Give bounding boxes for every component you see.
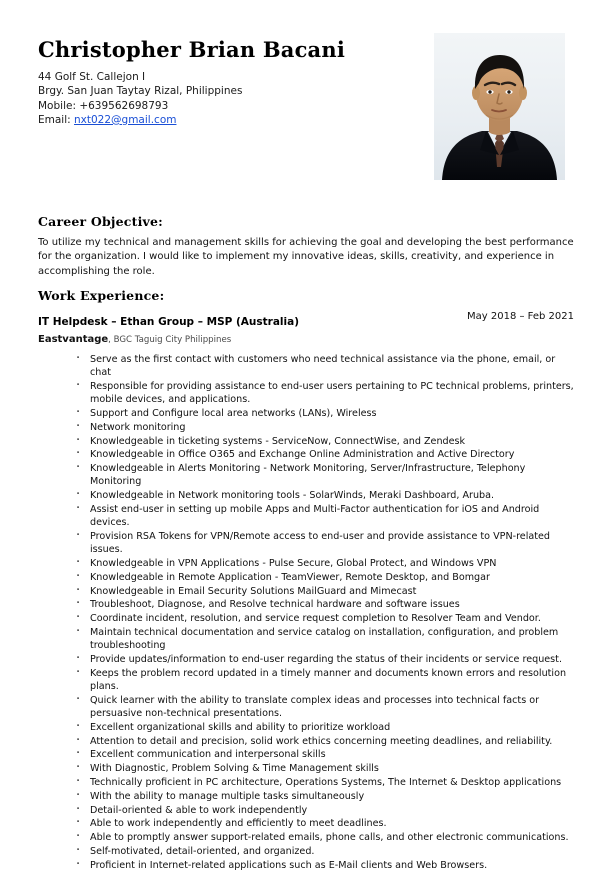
email-row: [38, 113, 418, 127]
list-item: · Provision RSA Tokens for VPN/Remote access to end-user and provide assistance to VPN-related issues.: [38, 530, 574, 556]
list-item: · Knowledgeable in Remote Application - TeamViewer, Remote Desktop, and Bomgar: [38, 571, 574, 584]
list-item: · Knowledgeable in Alerts Monitoring - Network Monitoring, Server/Infrastructure, Telephony Monitoring: [38, 462, 574, 488]
avatar: [434, 33, 565, 180]
list-item: · Support and Configure local area networks (LANs), Wireless: [38, 407, 574, 420]
address-line-1: 44 Golf St. Callejon I: [38, 71, 146, 84]
job-company-row: [38, 331, 574, 346]
list-item: · Knowledgeable in Office O365 and Exchange Online Administration and Active Directory: [38, 448, 574, 461]
list-item: · Provide updates/information to end-user regarding the status of their incidents or service request.: [38, 653, 574, 666]
career-objective-heading: Career Objective:: [38, 214, 163, 229]
header-contact-block: [38, 38, 418, 127]
list-item: · Maintain technical documentation and service catalog on installation, configuration, and problem troubleshooting: [38, 626, 574, 652]
responsibility-list: [38, 353, 574, 872]
list-item: · Excellent organizational skills and ability to prioritize workload: [38, 721, 574, 734]
portrait-photo-icon: [434, 33, 565, 180]
list-item: · Coordinate incident, resolution, and service request completion to Resolver Team and Vendor.: [38, 612, 574, 625]
career-objective-section: [38, 214, 574, 279]
list-item: · Knowledgeable in Email Security Solutions MailGuard and Mimecast: [38, 585, 574, 598]
list-item: · Attention to detail and precision, solid work ethics concerning meeting deadlines, and reliability.: [38, 735, 574, 748]
page-title: Christopher Brian Bacani: [38, 37, 346, 62]
company-name: Eastvantage: [38, 334, 109, 345]
list-item: · Able to promptly answer support-related emails, phone calls, and other electronic communications.: [38, 831, 574, 844]
list-item: · With the ability to manage multiple tasks simultaneously: [38, 790, 574, 803]
list-item: · Knowledgeable in Network monitoring tools - SolarWinds, Meraki Dashboard, Aruba.: [38, 489, 574, 502]
list-item: · Responsible for providing assistance to end-user users pertaining to PC technical problems, printers, mobile devices, and applications.: [38, 380, 574, 406]
email-label: Email:: [38, 113, 71, 126]
work-experience-heading: Work Experience:: [38, 288, 165, 303]
list-item: · Able to work independently and efficiently to meet deadlines.: [38, 817, 574, 830]
email-link[interactable]: nxt022@gmail.com: [74, 113, 177, 126]
list-item: · Assist end-user in setting up mobile Apps and Multi-Factor authentication for iOS and Android devices.: [38, 503, 574, 529]
list-item: · Serve as the first contact with customers who need technical assistance via the phone, email, or chat: [38, 353, 574, 379]
list-item: · Troubleshoot, Diagnose, and Resolve technical hardware and software issues: [38, 598, 574, 611]
list-item: · Technically proficient in PC architecture, Operations Systems, The Internet & Desktop applications: [38, 776, 574, 789]
list-item: · Network monitoring: [38, 421, 574, 434]
list-item: · Keeps the problem record updated in a timely manner and documents known errors and resolution plans.: [38, 667, 574, 693]
mobile-number: Mobile: +639562698793: [38, 99, 169, 112]
job-header-row: [38, 310, 574, 329]
company-location: , BGC Taguig City Philippines: [108, 335, 232, 345]
list-item: · Knowledgeable in ticketing systems - ServiceNow, ConnectWise, and Zendesk: [38, 435, 574, 448]
list-item: · Quick learner with the ability to translate complex ideas and processes into technical facts or persuasive non-technical presentations.: [38, 694, 574, 720]
job-title: IT Helpdesk – Ethan Group – MSP (Australia): [38, 316, 300, 328]
list-item: · Self-motivated, detail-oriented, and organized.: [38, 845, 574, 858]
work-experience-section: [38, 288, 574, 873]
list-item: · With Diagnostic, Problem Solving & Time Management skills: [38, 762, 574, 775]
list-item: · Knowledgeable in VPN Applications - Pulse Secure, Global Protect, and Windows VPN: [38, 557, 574, 570]
list-item: · Proficient in Internet-related applications such as E-Mail clients and Web Browsers.: [38, 859, 574, 872]
address-line-2: Brgy. San Juan Taytay Rizal, Philippines: [38, 85, 243, 98]
career-objective-body: To utilize my technical and management skills for achieving the goal and developing the best performance for the organization. I would like to implement my innovative ideas, skills, creativity, and experience in accomplishing the role.: [38, 237, 574, 277]
list-item: · Detail-oriented & able to work independently: [38, 804, 574, 817]
job-dates: May 2018 – Feb 2021: [467, 311, 574, 322]
list-item: · Excellent communication and interpersonal skills: [38, 748, 574, 761]
